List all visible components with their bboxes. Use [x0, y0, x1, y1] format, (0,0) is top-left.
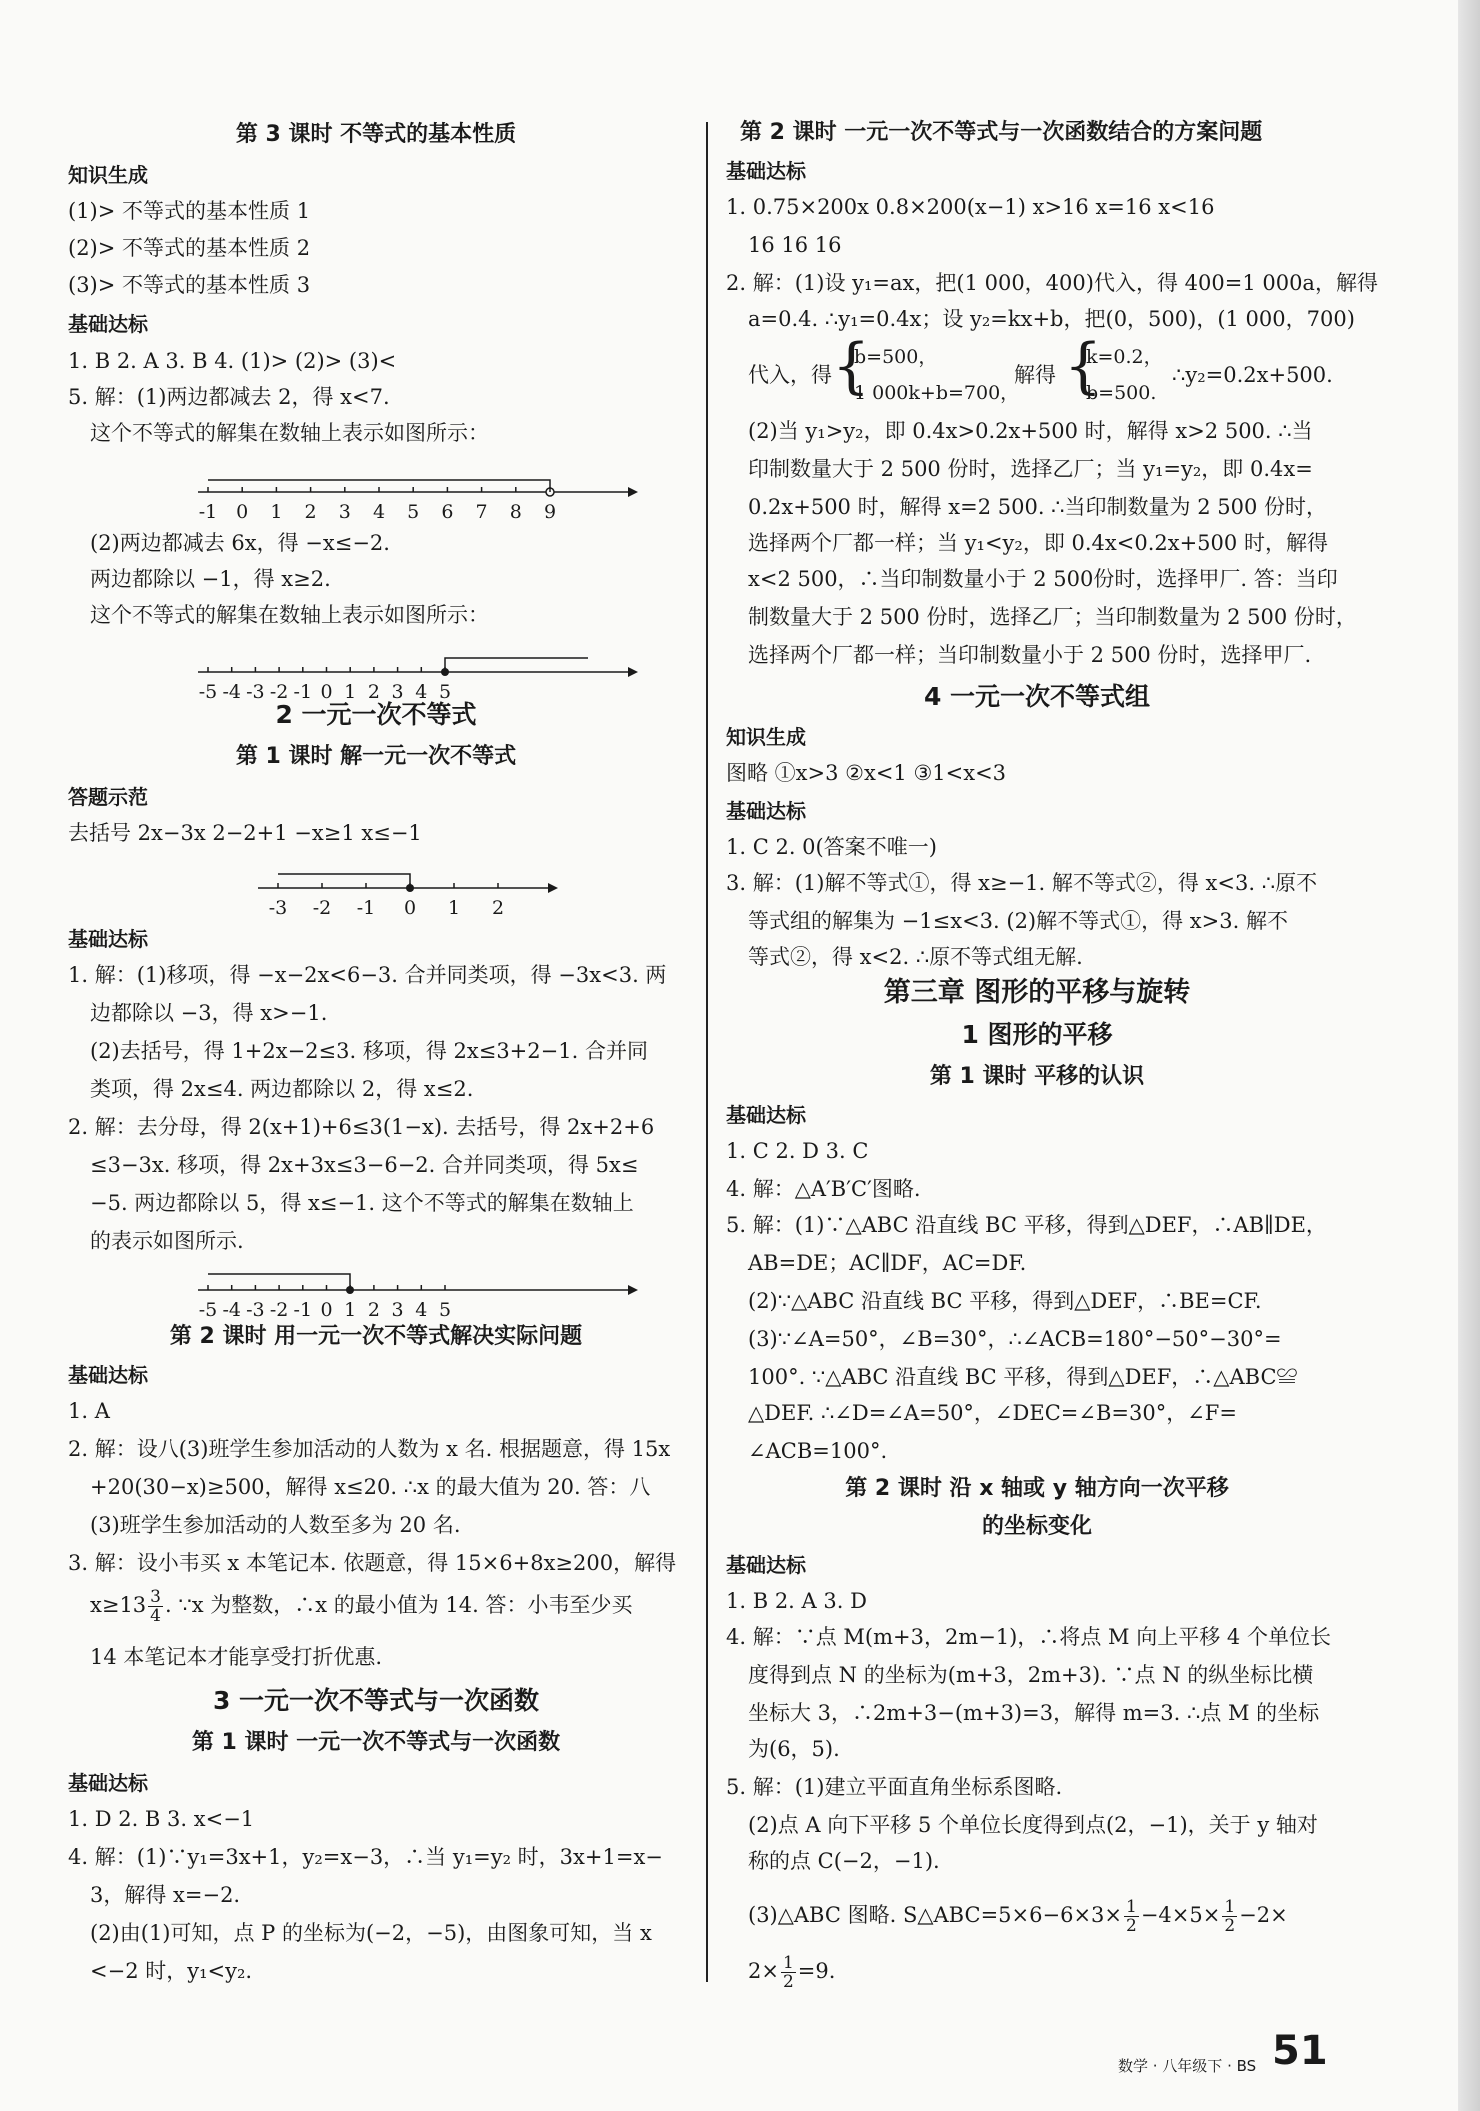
number-line-2 — [198, 640, 638, 702]
tick-label: -2 — [269, 1299, 289, 1318]
tick-label: -1 — [356, 897, 376, 918]
answer-line: 16 16 16 — [748, 233, 842, 257]
answer-line: 0.2x+500 时，解得 x=2 500. ∴当印制数量为 2 500 份时， — [748, 495, 1328, 519]
chapter-title: 第三章 图形的平移与旋转 — [883, 977, 1191, 1008]
section-title: 4 一元一次不等式组 — [923, 682, 1151, 711]
page-number: 51 — [1272, 2028, 1328, 2074]
answer-line: 1. A — [68, 1399, 110, 1423]
answer-line: 这个不等式的解集在数轴上表示如图所示： — [90, 603, 489, 627]
answer-line: 坐标大 3，∴2m+3−(m+3)=3，解得 m=3. ∴点 M 的坐标 — [748, 1701, 1320, 1725]
tick-label: 3 — [391, 681, 404, 702]
brace: { — [1064, 331, 1103, 401]
answer-line: 为(6，5). — [748, 1737, 840, 1761]
answer-line: ∠ACB=100°. — [748, 1439, 888, 1463]
answer-line: (2)由(1)可知，点 P 的坐标为(−2，−5)，由图象可知，当 x — [90, 1921, 652, 1945]
tick-label: -2 — [269, 681, 289, 702]
tick-label: 1 — [344, 681, 357, 702]
answer-line-fraction — [90, 1588, 633, 1625]
tick-label: 4 — [372, 501, 386, 523]
answer-line: 印制数量大于 2 500 份时，选择乙厂；当 y₁=y₂，即 0.4x= — [748, 457, 1313, 481]
answer-line: 两边都除以 −1，得 x≥2. — [90, 567, 331, 591]
tick-label: 2 — [491, 897, 505, 918]
answer-line: 选择两个厂都一样；当 y₁<y₂，即 0.4x<0.2x+500 时，解得 — [748, 531, 1328, 555]
answer-line: 5. 解：(1)建立平面直角坐标系图略. — [726, 1775, 1063, 1799]
answer-line: 选择两个厂都一样；当印制数量小于 2 500 份时，选择甲厂. — [748, 643, 1312, 667]
subsection-heading: 知识生成 — [68, 163, 148, 187]
answer-line: 4. 解：(1)∵y₁=3x+1，y₂=x−3，∴当 y₁=y₂ 时，3x+1=x− — [68, 1845, 663, 1869]
subsection-heading: 知识生成 — [726, 725, 806, 749]
tick-label: 4 — [415, 681, 428, 702]
answer-line: (3)> 不等式的基本性质 3 — [68, 273, 311, 297]
answer-line: (2)点 A 向下平移 5 个单位长度得到点(2，−1)，关于 y 轴对 — [748, 1813, 1318, 1837]
fraction-denominator: 2 — [782, 1972, 794, 1992]
fraction — [1222, 1898, 1237, 1935]
fraction-numerator: 1 — [1224, 1897, 1236, 1917]
lesson-title: 第 1 课时 一元一次不等式与一次函数 — [191, 1730, 561, 1755]
fraction — [148, 1588, 163, 1625]
tick-label: 0 — [320, 681, 333, 702]
brace: { — [832, 331, 871, 401]
text-fragment: −2× — [1239, 1903, 1288, 1927]
tick-label: 5 — [438, 681, 452, 702]
fraction-denominator: 2 — [1126, 1916, 1137, 1936]
answer-line: x<2 500，∴当印制数量小于 2 500份时，选择甲厂. 答：当印 — [748, 567, 1338, 591]
answer-line: 的表示如图所示. — [90, 1229, 244, 1253]
tick-label: -5 — [198, 1299, 218, 1318]
lesson-title: 第 2 课时 一元一次不等式与一次函数结合的方案问题 — [740, 120, 1263, 145]
lesson-title: 的坐标变化 — [981, 1514, 1092, 1539]
tick-label: -3 — [246, 681, 265, 702]
fraction-numerator: 3 — [150, 1587, 161, 1607]
answer-line: −5. 两边都除以 5，得 x≤−1. 这个不等式的解集在数轴上 — [90, 1191, 634, 1215]
answer-line: △DEF. ∴∠D=∠A=50°，∠DEC=∠B=30°，∠F= — [748, 1401, 1237, 1425]
answer-line: 代入，得 — [748, 363, 832, 387]
subsection-heading: 基础达标 — [726, 1553, 806, 1577]
answer-line-fraction — [748, 1954, 835, 1991]
answer-line: 1. B 2. A 3. B 4. (1)> (2)> (3)< — [68, 349, 397, 373]
answer-line: 1. B 2. A 3. D — [726, 1589, 867, 1613]
text-fragment: x≥13 — [90, 1593, 147, 1617]
answer-line: 等式②，得 x<2. ∴原不等式组无解. — [748, 945, 1083, 969]
fraction-denominator: 4 — [150, 1606, 161, 1626]
subsection-heading: 基础达标 — [68, 927, 148, 951]
answer-line: AB=DE；AC∥DF，AC=DF. — [748, 1251, 1027, 1275]
fraction-numerator: 1 — [1126, 1897, 1137, 1917]
answer-line: 100°. ∵△ABC 沿直线 BC 平移，得到△DEF，∴△ABC≌ — [748, 1365, 1298, 1389]
answer-line: 度得到点 N 的坐标为(m+3，2m+3). ∵点 N 的纵坐标比横 — [748, 1663, 1314, 1687]
answer-line: 等式组的解集为 −1≤x<3. (2)解不等式①，得 x>3. 解不 — [748, 909, 1288, 933]
text-fragment: . ∵x 为整数，∴x 的最小值为 14. 答：小韦至少买 — [165, 1593, 633, 1617]
answer-line: (2)去括号，得 1+2x−2≤3. 移项，得 2x≤3+2−1. 合并同 — [90, 1039, 648, 1063]
answer-line: 1. D 2. B 3. x<−1 — [68, 1807, 255, 1831]
subsection-heading: 基础达标 — [68, 1771, 148, 1795]
answer-line: 1. C 2. D 3. C — [726, 1139, 869, 1163]
equation-line: b=500. — [1086, 382, 1157, 404]
subsection-heading: 基础达标 — [68, 312, 148, 336]
answer-line: 制数量大于 2 500 份时，选择乙厂；当印制数量为 2 500 份时， — [748, 605, 1357, 629]
answer-line: 1. 0.75×200x 0.8×200(x−1) x>16 x=16 x<16 — [726, 195, 1215, 219]
answer-line: +20(30−x)≥500，解得 x≤20. ∴x 的最大值为 20. 答：八 — [90, 1475, 651, 1499]
tick-label: -4 — [222, 1299, 241, 1318]
tick-label: 2 — [304, 501, 317, 523]
answer-line: (3)班学生参加活动的人数至多为 20 名. — [90, 1513, 461, 1537]
answer-line: 14 本笔记本才能享受打折优惠. — [90, 1645, 383, 1669]
answer-line: 1. C 2. 0(答案不唯一) — [726, 835, 937, 859]
text-fragment: =9. — [797, 1959, 836, 1983]
subsection-heading: 基础达标 — [68, 1363, 148, 1387]
tick-label: 8 — [509, 501, 522, 523]
lesson-title: 第 1 课时 解一元一次不等式 — [235, 744, 517, 769]
answer-line-fraction — [748, 1898, 1288, 1935]
answer-line: (2)两边都减去 6x，得 −x≤−2. — [90, 531, 390, 555]
answer-line: (1)> 不等式的基本性质 1 — [68, 199, 311, 223]
tick-label: 4 — [415, 1299, 428, 1318]
section-title: 1 图形的平移 — [961, 1020, 1113, 1049]
answer-line: 去括号 2x−3x 2−2+1 −x≥1 x≤−1 — [68, 821, 422, 845]
equation-line: b=500， — [854, 346, 938, 368]
tick-label: 6 — [441, 501, 454, 523]
subsection-heading: 答题示范 — [68, 785, 148, 809]
tick-label: 0 — [320, 1299, 333, 1318]
tick-label: -3 — [268, 897, 288, 918]
number-line-4 — [198, 1258, 638, 1318]
answer-line: <−2 时，y₁<y₂. — [90, 1959, 253, 1983]
tick-label: 0 — [236, 501, 249, 523]
answer-line: (2)当 y₁>y₂，即 0.4x>0.2x+500 时，解得 x>2 500. ∴当 — [748, 419, 1313, 443]
text-fragment: 2× — [748, 1959, 779, 1983]
section-title: 第 3 课时 不等式的基本性质 — [235, 122, 517, 147]
answer-line: 边都除以 −3，得 x>−1. — [90, 1001, 328, 1025]
section-title: 3 一元一次不等式与一次函数 — [212, 1686, 540, 1715]
answer-line: 2. 解：去分母，得 2(x+1)+6≤3(1−x). 去括号，得 2x+2+6 — [68, 1115, 655, 1139]
answer-line: (2)> 不等式的基本性质 2 — [68, 236, 311, 260]
equation-line: 1 000k+b=700， — [854, 382, 1020, 404]
page-footer-label: 数学 · 八年级下 · BS — [1118, 2057, 1257, 2075]
tick-label: 2 — [367, 1299, 380, 1318]
answer-line: 图略 ①x>3 ②x<1 ③1<x<3 — [726, 761, 1007, 785]
answer-line: 4. 解：△A′B′C′图略. — [726, 1177, 921, 1201]
answer-line: 2. 解：设八(3)班学生参加活动的人数为 x 名. 根据题意，得 15x — [68, 1437, 671, 1461]
lesson-title: 第 2 课时 沿 x 轴或 y 轴方向一次平移 — [845, 1476, 1229, 1501]
tick-label: 2 — [367, 681, 380, 702]
answer-line: (3)∵∠A=50°，∠B=30°，∴∠ACB=180°−50°−30°= — [748, 1327, 1282, 1351]
page-edge — [1458, 0, 1480, 2111]
answer-line: 3，解得 x=−2. — [90, 1883, 241, 1907]
column-divider — [706, 122, 708, 1982]
answer-line: 4. 解：∵点 M(m+3，2m−1)，∴将点 M 向上平移 4 个单位长 — [726, 1625, 1331, 1649]
text-fragment: (3)△ABC 图略. S△ABC=5×6−6×3× — [748, 1903, 1122, 1927]
equation-line: k=0.2， — [1086, 346, 1163, 368]
tick-label: 1 — [270, 501, 283, 523]
tick-label: 0 — [403, 897, 417, 918]
answer-line: 5. 解：(1)两边都减去 2，得 x<7. — [68, 385, 390, 409]
tick-label: -1 — [198, 501, 218, 523]
subsection-heading: 基础达标 — [726, 159, 806, 183]
fraction-denominator: 2 — [1224, 1916, 1236, 1936]
tick-label: 5 — [438, 1299, 452, 1318]
answer-line: 2. 解：(1)设 y₁=ax，把(1 000，400)代入，得 400=1 000a，解得 — [726, 271, 1378, 295]
tick-label: -2 — [312, 897, 332, 918]
number-line-1 — [198, 470, 638, 526]
tick-label: 5 — [407, 501, 420, 523]
answer-line: 3. 解：(1)解不等式①，得 x≥−1. 解不等式②，得 x<3. ∴原不 — [726, 871, 1318, 895]
tick-label: -4 — [222, 681, 241, 702]
answer-line: 这个不等式的解集在数轴上表示如图所示： — [90, 421, 489, 445]
fraction — [1124, 1898, 1139, 1935]
tick-label: 1 — [447, 897, 461, 918]
lesson-title: 第 1 课时 平移的认识 — [929, 1064, 1145, 1089]
lesson-title: 第 2 课时 用一元一次不等式解决实际问题 — [169, 1324, 583, 1349]
answer-line: a=0.4. ∴y₁=0.4x；设 y₂=kx+b，把(0，500)，(1 000，700) — [748, 307, 1355, 331]
tick-label: 3 — [338, 501, 351, 523]
tick-label: 7 — [475, 501, 488, 523]
tick-label: 1 — [344, 1299, 357, 1318]
tick-label: 3 — [391, 1299, 404, 1318]
answer-line: 3. 解：设小韦买 x 本笔记本. 依题意，得 15×6+8x≥200，解得 — [68, 1551, 677, 1575]
tick-label: -1 — [293, 1299, 313, 1318]
subsection-heading: 基础达标 — [726, 1103, 806, 1127]
tick-label: -1 — [293, 681, 313, 702]
answer-line: 类项，得 2x≤4. 两边都除以 2，得 x≤2. — [90, 1077, 474, 1101]
answer-line: 称的点 C(−2，−1). — [748, 1849, 940, 1873]
tick-label: -5 — [198, 681, 218, 702]
answer-line: 解得 — [1014, 363, 1056, 387]
section-title: 2 一元一次不等式 — [275, 700, 477, 729]
text-fragment: −4×5× — [1140, 1903, 1221, 1927]
answer-line: 1. 解：(1)移项，得 −x−2x<6−3. 合并同类项，得 −3x<3. 两 — [68, 963, 667, 987]
tick-label: 9 — [543, 501, 557, 523]
answer-line: (2)∵△ABC 沿直线 BC 平移，得到△DEF，∴BE=CF. — [748, 1289, 1262, 1313]
answer-line: ∴y₂=0.2x+500. — [1172, 363, 1333, 387]
tick-label: -3 — [246, 1299, 265, 1318]
fraction — [781, 1954, 796, 1991]
answer-line: 5. 解：(1)∵△ABC 沿直线 BC 平移，得到△DEF，∴AB∥DE， — [726, 1213, 1327, 1237]
fraction-numerator: 1 — [782, 1953, 794, 1973]
answer-line: ≤3−3x. 移项，得 2x+3x≤3−6−2. 合并同类项，得 5x≤ — [90, 1153, 639, 1177]
subsection-heading: 基础达标 — [726, 799, 806, 823]
number-line-3 — [258, 856, 558, 918]
